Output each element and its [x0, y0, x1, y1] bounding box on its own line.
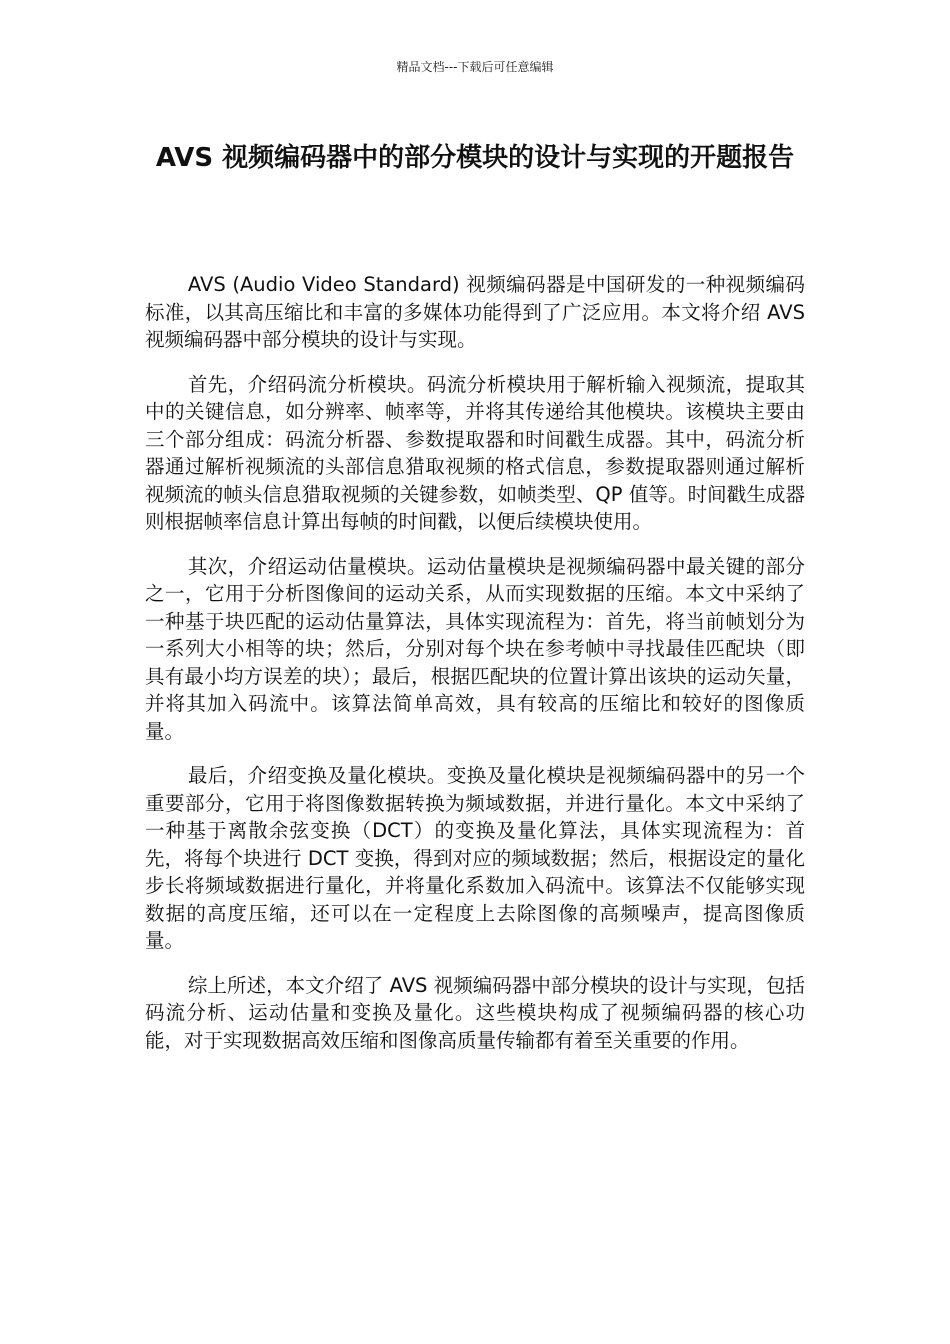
- paragraph-summary: 综上所述，本文介绍了 AVS 视频编码器中部分模块的设计与实现，包括码流分析、运动估量和变换及量化。这些模块构成了视频编码器的核心功能，对于实现数据高效压缩和图像高质量传输都有着至关重要的作用。: [145, 973, 805, 1052]
- paragraph-transform-quantization: 最后，介绍变换及量化模块。变换及量化模块是视频编码器中的另一个重要部分，它用于将图像数据转换为频域数据，并进行量化。本文中采纳了一种基于离散余弦变换（DCT）的变换及量化算法，具体实现流程为：首先，将每个块进行 DCT 变换，得到对应的频域数据；然后，根据设定的量化步长将频域数据进行量化，并将量化系数加入码流中。该算法不仅能够实现数据的高度压缩，还可以在一定程度上去除图像的高频噪声，提高图像质量。: [145, 764, 805, 952]
- paragraph-intro: AVS (Audio Video Standard) 视频编码器是中国研发的一种视频编码标准，以其高压缩比和丰富的多媒体功能得到了广泛应用。本文将介绍 AVS 视频编码器中部分模块的设计与实现。: [145, 273, 805, 351]
- document-body: [145, 271, 805, 1071]
- paragraph-bitstream-analysis: 首先，介绍码流分析模块。码流分析模块用于解析输入视频流，提取其中的关键信息，如分辨率、帧率等，并将其传递给其他模块。该模块主要由三个部分组成：码流分析器、参数提取器和时间戳生成器。其中，码流分析器通过解析视频流的头部信息猎取视频的格式信息，参数提取器则通过解析视频流的帧头信息猎取视频的关键参数，如帧类型、QP 值等。时间戳生成器则根据帧率信息计算出每帧的时间戳，以便后续模块使用。: [145, 372, 805, 533]
- header-note: 精品文档---下载后可任意编辑: [396, 60, 554, 74]
- paragraph-motion-estimation: 其次，介绍运动估量模块。运动估量模块是视频编码器中最关键的部分之一，它用于分析图像间的运动关系，从而实现数据的压缩。本文中采纳了一种基于块匹配的运动估量算法，具体实现流程为：首先，将当前帧划分为一系列大小相等的块；然后，分别对每个块在参考帧中寻找最佳匹配块（即具有最小均方误差的块）；最后，根据匹配块的位置计算出该块的运动矢量，并将其加入码流中。该算法简单高效，具有较高的压缩比和较好的图像质量。: [145, 554, 805, 743]
- document-title: AVS 视频编码器中的部分模块的设计与实现的开题报告: [155, 143, 795, 173]
